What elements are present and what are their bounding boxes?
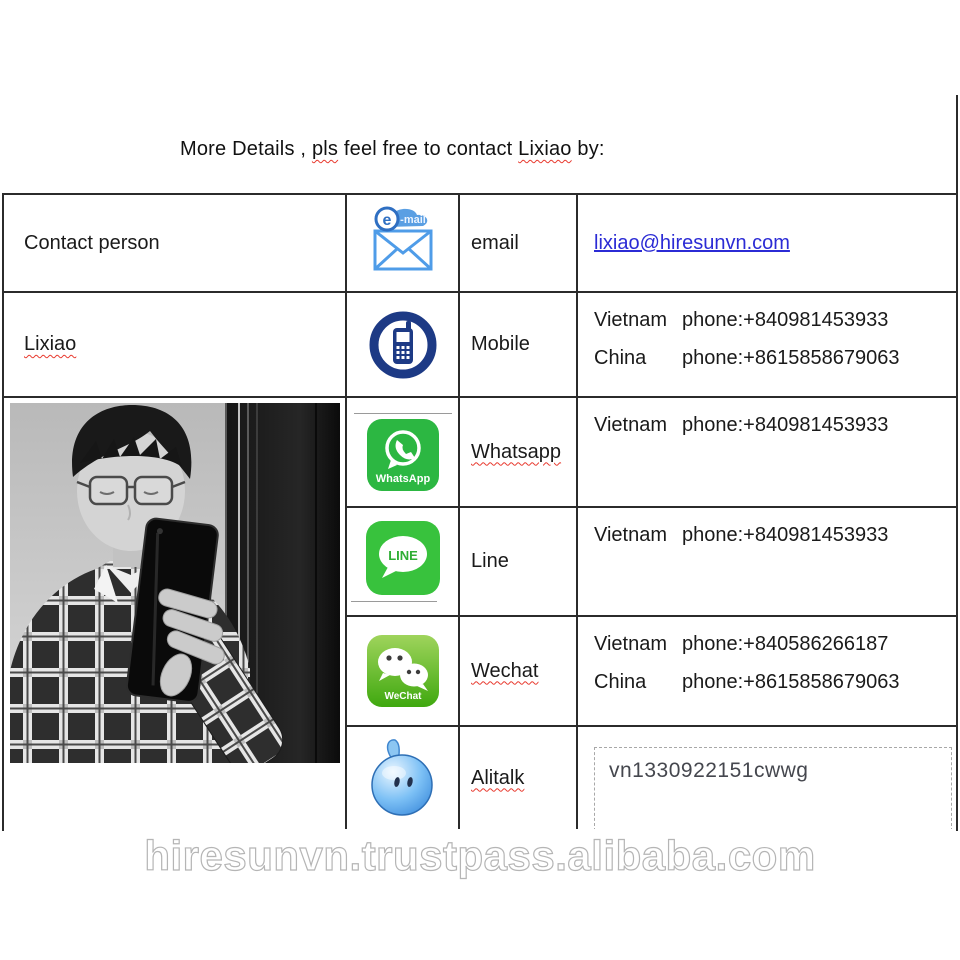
phone-line	[594, 663, 952, 701]
line-icon-cell	[347, 508, 460, 617]
title-middle: feel free to contact	[338, 138, 519, 160]
mobile-icon-cell	[347, 293, 460, 398]
phone-line	[594, 516, 952, 554]
mobile-icon	[366, 308, 440, 382]
phone-number: phone:+8615858679063	[682, 671, 900, 693]
phone-line	[594, 339, 952, 377]
alitalk-id: vn1330922151cwwg	[609, 759, 809, 782]
title-prefix: More Details ,	[180, 138, 312, 160]
phone-country: Vietnam	[594, 309, 668, 331]
channel-cell-line	[460, 508, 578, 617]
channel-cell-email	[460, 195, 578, 293]
phone-number: phone:+840981453933	[682, 414, 889, 436]
phone-number: phone:+840586266187	[682, 633, 889, 655]
whatsapp-icon-cell	[347, 398, 460, 508]
channel-cell-alitalk	[460, 727, 578, 829]
email-address-link[interactable]: lixiao@hiresunvn.com	[594, 232, 790, 254]
channel-cell-wechat	[460, 617, 578, 727]
phone-country: China	[594, 671, 647, 693]
alitalk-icon-cell	[347, 727, 460, 829]
contact-table	[2, 193, 958, 831]
line-icon	[366, 521, 440, 595]
phone-country: Vietnam	[594, 524, 668, 546]
phone-number: phone:+8615858679063	[682, 347, 900, 369]
value-cell-wechat	[578, 617, 956, 727]
email-icon-letter: e	[382, 212, 391, 229]
channel-cell-mobile	[460, 293, 578, 398]
contact-person-label: Contact person	[24, 231, 160, 254]
phone-country: Vietnam	[594, 414, 668, 436]
alitalk-id-box	[594, 747, 952, 829]
phone-line	[594, 301, 952, 339]
phone-number: phone:+840981453933	[682, 309, 889, 331]
value-cell-email	[578, 195, 956, 293]
title-word-pls: pls	[311, 138, 339, 160]
value-cell-mobile	[578, 293, 956, 398]
whatsapp-icon	[367, 419, 439, 491]
channel-label-wechat: Wechat	[471, 659, 539, 682]
page-title	[180, 138, 605, 161]
alitalk-icon	[364, 737, 442, 819]
phone-line	[594, 406, 952, 444]
channel-label-line: Line	[471, 550, 509, 572]
email-icon	[365, 205, 441, 281]
wechat-icon	[367, 635, 439, 707]
value-cell-whatsapp	[578, 398, 956, 508]
contact-photo-cell	[4, 398, 347, 829]
title-word-lixiao: Lixiao	[518, 138, 572, 160]
phone-country: Vietnam	[594, 633, 668, 655]
channel-label-whatsapp: Whatsapp	[471, 440, 562, 463]
email-icon-cell	[347, 195, 460, 293]
title-suffix: by:	[571, 138, 605, 160]
channel-cell-whatsapp	[460, 398, 578, 508]
email-icon-text: -mail	[399, 214, 426, 226]
value-cell-line	[578, 508, 956, 617]
channel-label-mobile: Mobile	[471, 333, 530, 355]
channel-label-alitalk: Alitalk	[471, 766, 525, 789]
phone-country: China	[594, 347, 647, 369]
wechat-icon-cell	[347, 617, 460, 727]
divider-line	[351, 601, 437, 602]
channel-label-email: email	[471, 231, 519, 254]
contact-name-cell	[4, 293, 347, 398]
phone-number: phone:+840981453933	[682, 524, 889, 546]
line-icon-label: LINE	[387, 548, 418, 563]
phone-line	[594, 625, 952, 663]
contact-name: Lixiao	[24, 333, 77, 355]
contact-photo	[10, 403, 340, 763]
wechat-icon-label: WeChat	[383, 691, 422, 702]
table-right-border-extension	[956, 95, 958, 195]
divider-line	[354, 413, 452, 414]
whatsapp-icon-label: WhatsApp	[375, 473, 430, 485]
value-cell-alitalk	[578, 727, 956, 829]
contact-person-label-cell	[4, 195, 347, 293]
watermark-text: hiresunvn.trustpass.alibaba.com	[144, 832, 816, 879]
